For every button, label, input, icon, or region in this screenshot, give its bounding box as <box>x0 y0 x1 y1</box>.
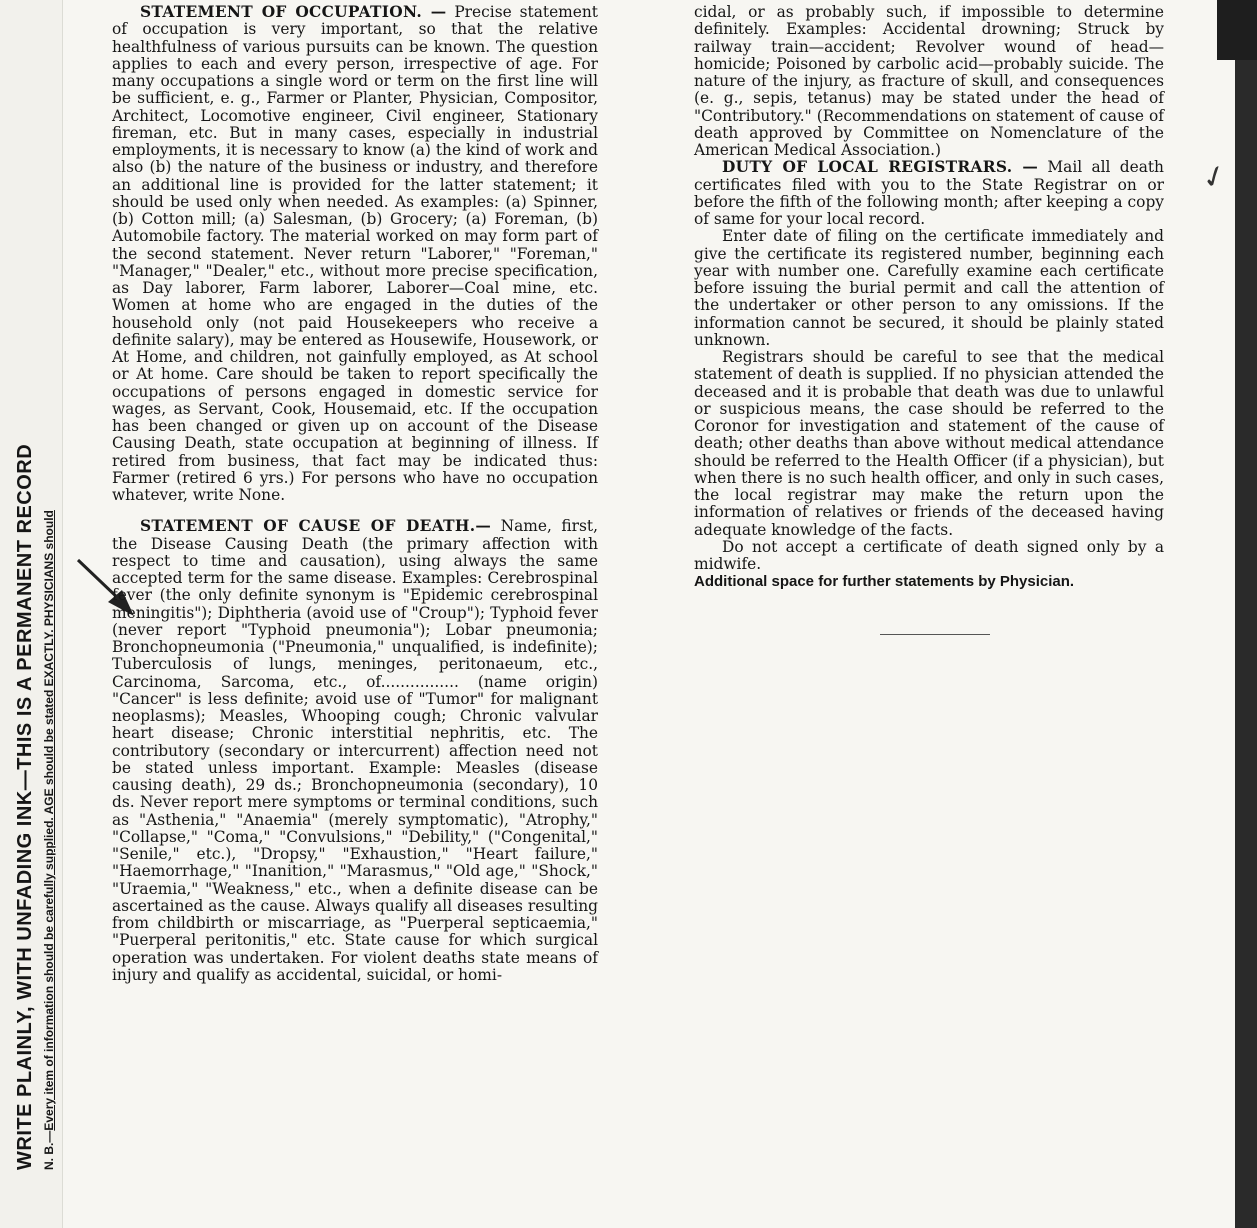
divider-rule <box>880 634 990 635</box>
duty-section <box>694 159 1164 228</box>
duty-heading: DUTY OF LOCAL REGISTRARS. — <box>722 158 1039 177</box>
cause-continued: cidal, or as probably such, if impossible to determine definitely. Examples: Accidental drowning; Struck by railway train—accident; Revolver wound of head—homicide; Poisoned by carbolic acid—probably suicide. The nature of the injury, as fracture of skull, and consequences (e. g., sepis, tetanus) may be stated under the head of "Contributory." (Recommendations on statement of cause of death approved by Committee on Nomenclature of the American Medical Association.) <box>694 3 1164 159</box>
cause-of-death-body: Name, first, the Disease Causing Death (the primary affection with respect to time and causation), using always the same accepted term for the same disease. Examples: Cerebrospinal fever (the only definite synonym is "Epidemic cerebrospinal meningitis"); Diphtheria (avoid use of "Croup"); Typhoid fever (never report "Typhoid pneumonia"); Lobar pneumonia; Bronchopneumonia ("Pneumonia," unqualified, is indefinite); Tuberculosis of lungs, meninges, peritonaeum, etc., Carcinoma, Sarcoma, etc., of................ (name origin) "Cancer" is less definite; avoid use of "Tumor" for malignant neoplasms); Measles, Whooping cough; Chronic valvular heart disease; Chronic interstitial nephritis, etc. The contributory (secondary or intercurrent) affection need not be stated unless important. Example: Measles (disease causing death), 29 ds.; Bronchopneumonia (secondary), 10 ds. Never report mere symptoms or terminal conditions, such as "Asthenia," "Anaemia" (merely symptomatic), "Atrophy," "Collapse," "Coma," "Convulsions," "Debility," ("Congenital," "Senile," etc.), "Dropsy," "Exhaustion," "Heart failure," "Haemorrhage," "Inanition," "Marasmus," "Old age," "Shock," "Uraemia," "Weakness," etc., when a definite disease can be ascertained as the cause. Always qualify all diseases resulting from childbirth or miscarriage, as "Puerperal septicaemia," "Puerperal peritonitis," etc. State cause for which surgical operation was undertaken. For violent deaths state means of injury and qualify as accidental, suicidal, or homi- <box>112 517 598 984</box>
right-column <box>694 4 1164 591</box>
occupation-heading: STATEMENT OF OCCUPATION. — <box>140 3 447 21</box>
filing-paragraph: Enter date of filing on the certificate immediately and give the certificate its registered number, beginning each year with number one. Carefully examine each certificate before issuing the burial permit and call the attention of the undertaker or other person to any omissions. If the information cannot be secured, it should be plainly stated unknown. <box>694 227 1164 349</box>
scan-edge-shadow <box>1235 0 1257 1228</box>
cause-of-death-section <box>112 518 598 984</box>
margin-instruction-note <box>42 510 56 1170</box>
scan-corner-shadow <box>1217 0 1257 60</box>
registrars-paragraph: Registrars should be careful to see that the medical statement of death is supplied. If no physician attended the deceased and it is probable that death was due to unlawful or suspicious means, the case should be referred to the Coronor for investigation and statement of the cause of death; other deaths than above without medical attendance should be referred to the Health Officer (if a physician), but when there is no such health officer, and only in such cases, the local registrar may make the return upon the information of relatives or friends of the deceased having adequate knowledge of the facts. <box>694 348 1164 539</box>
pen-mark-icon: ✓ <box>1196 156 1233 199</box>
left-margin-strip <box>0 0 63 1228</box>
occupation-body: Precise statement of occupation is very important, so that the relative healthfulness of various pursuits can be known. The question applies to each and every person, irrespective of age. For many occupations a single word or term on the first line will be sufficient, e. g., Farmer or Planter, Physician, Compositor, Architect, Locomotive engineer, Civil engineer, Stationary fireman, etc. But in many cases, especially in industrial employments, it is necessary to know (a) the kind of work and also (b) the nature of the business or industry, and therefore an additional line is provided for the latter statement; it should be used only when needed. As examples: (a) Spinner, (b) Cotton mill; (a) Salesman, (b) Grocery; (a) Foreman, (b) Automobile factory. The material worked on may form part of the second statement. Never return "Laborer," "Foreman," "Manager," "Dealer," etc., without more precise specification, as Day laborer, Farm laborer, Laborer—Coal mine, etc. Women at home who are engaged in the duties of the household only (not paid Housekeepers who receive a definite salary), may be entered as Housewife, Housework, or At Home, and children, not gainfully employed, as At school or At home. Care should be taken to report specifically the occupations of persons engaged in domestic service for wages, as Servant, Cook, Housemaid, etc. If the occupation has been changed or given up on account of the Disease Causing Death, state occupation at beginning of illness. If retired from business, that fact may be indicated thus: Farmer (retired 6 yrs.) For persons who have no occupation whatever, write None. <box>112 3 598 504</box>
midwife-paragraph: Do not accept a certificate of death signed only by a midwife. <box>694 537 1164 573</box>
note-text: Every item of information should be carefully supplied. AGE should be stated EXACTLY. PHYSICIANS should <box>42 510 56 1131</box>
section-gap <box>112 504 598 518</box>
permanent-record-notice: WRITE PLAINLY, WITH UNFADING INK—THIS IS A PERMANENT RECORD <box>14 443 36 1170</box>
cause-of-death-heading: STATEMENT OF CAUSE OF DEATH.— <box>140 517 492 536</box>
occupation-section <box>112 4 598 504</box>
note-prefix: N. B.— <box>42 1130 56 1170</box>
left-column <box>112 4 598 984</box>
duty-body: Mail all death certificates filed with you to the State Registrar on or before the fifth of the following month; after keeping a copy of same for your local record. <box>694 158 1164 228</box>
additional-space-label: Additional space for further statements by Physician. <box>694 573 1075 591</box>
